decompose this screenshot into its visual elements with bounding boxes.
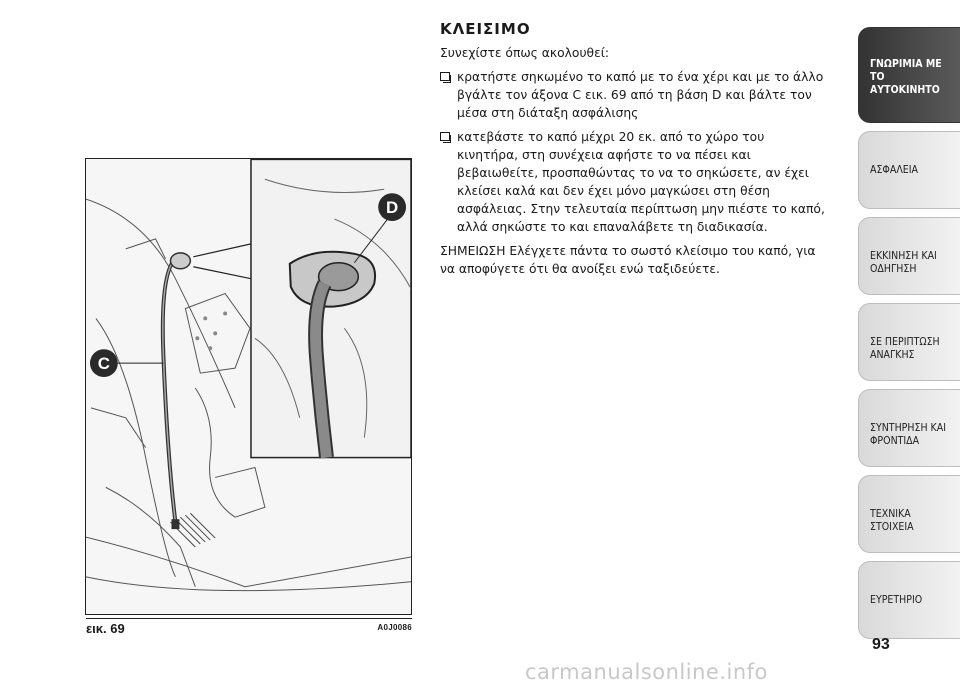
chapter-tabs xyxy=(858,27,960,647)
figure-code: A0J0086 xyxy=(377,623,412,632)
section-title: ΚΛΕΙΣΙΜΟ xyxy=(440,20,531,38)
checkbox-bullet-icon xyxy=(440,72,450,81)
label-c: C xyxy=(97,354,110,374)
tab-maintenance[interactable]: ΣΥΝΤΗΡΗΣΗ ΚΑΙ ΦΡΟΝΤΙΔΑ xyxy=(858,389,960,467)
watermark: carmanualsonline.info xyxy=(525,660,768,684)
tab-safety[interactable]: ΑΣΦΑΛΕΙΑ xyxy=(858,131,960,209)
tab-getting-to-know[interactable]: ΓΝΩΡΙΜΙΑ ΜΕ ΤΟ ΑΥΤΟΚΙΝΗΤΟ xyxy=(858,27,960,123)
step-text: κατεβάστε το καπό μέχρι 20 εκ. από το χώρο του κινητήρα, στη συνέχεια αφήστε το να πέσει και βεβαιωθείτε, προσπαθώντας το να το σηκώσετε, αν έχει κλείσει καλά και δεν έχει μόνο μαγκώσει στη θέση ασφάλειας. Στην τελευταία περίπτωση μην πιέστε το καπό, αλλά σηκώστε το και επαναλάβετε τη διαδικασία. xyxy=(457,130,825,234)
label-d: D xyxy=(386,198,399,218)
tab-emergency[interactable]: ΣΕ ΠΕΡΙΠΤΩΣΗ ΑΝΑΓΚΗΣ xyxy=(858,303,960,381)
page-number: 93 xyxy=(872,636,890,653)
figure-caption xyxy=(86,618,412,637)
tab-starting-driving[interactable]: ΕΚΚΙΝΗΣΗ ΚΑΙ ΟΔΗΓΗΣΗ xyxy=(858,217,960,295)
instructions-column xyxy=(440,20,825,284)
tab-index[interactable]: ΕΥΡΕΤΗΡΙΟ xyxy=(858,561,960,639)
hood-rod-drawing xyxy=(86,159,411,614)
intro-text: Συνεχίστε όπως ακολουθεί: xyxy=(440,46,610,60)
step-text: κρατήστε σηκωμένο το καπό με το ένα χέρι και με το άλλο βγάλτε τον άξονα C εικ. 69 από τη βάση D και βάλτε τον μέσα στη διάταξη ασφάλισης xyxy=(457,70,824,120)
hood-rod-illustration xyxy=(85,158,412,615)
note-text: ΣΗΜΕΙΩΣΗ Ελέγχετε πάντα το σωστό κλείσιμο του καπό, για να αποφύγετε ότι θα ανοίξει ενώ ταξιδεύετε. xyxy=(440,244,816,276)
step-item xyxy=(440,128,825,236)
step-item xyxy=(440,68,825,122)
figure-number: εικ. 69 xyxy=(86,621,125,636)
checkbox-bullet-icon xyxy=(440,132,450,141)
tab-technical-data[interactable]: ΤΕΧΝΙΚΑ ΣΤΟΙΧΕΙΑ xyxy=(858,475,960,553)
